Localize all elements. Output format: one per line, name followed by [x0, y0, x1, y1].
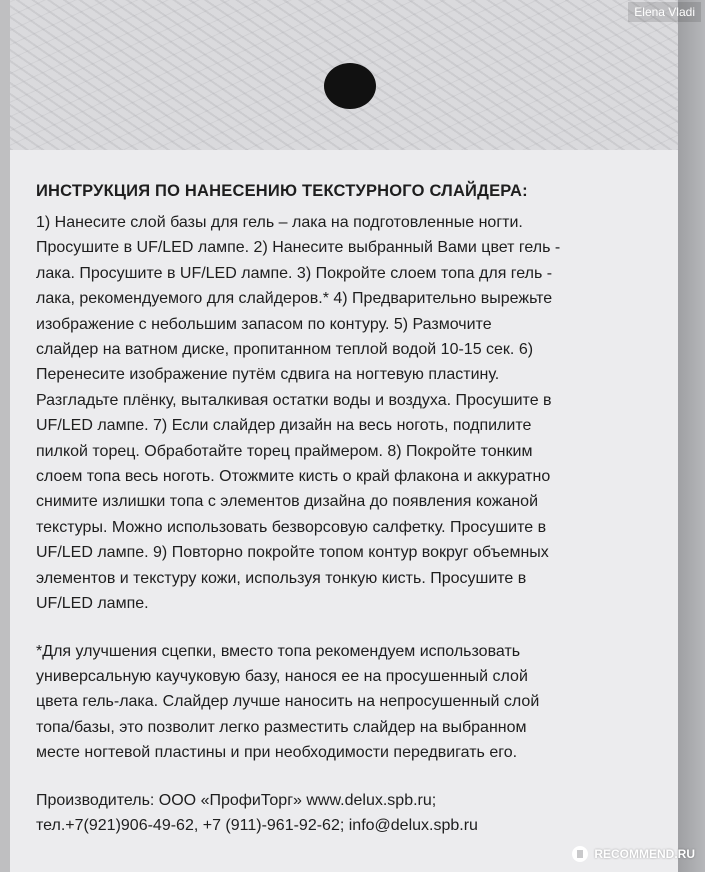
instruction-line: текстуры. Можно использовать безворсовую салфетку. Просушите в [36, 518, 547, 536]
footnote-text [36, 639, 648, 766]
instruction-line: элементов и текстуру кожи, используя тонкую кисть. Просушите в [36, 569, 527, 587]
background-surface [678, 0, 705, 872]
instruction-line: слайдер на ватном диске, пропитанном теплой водой 10-15 сек. 6) [36, 341, 534, 359]
manufacturer-line: Производитель: ООО «ПрофиТорг» www.delux.spb.ru; [36, 791, 437, 809]
footnote-line: месте ногтевой пластины и при необходимости передвигать его. [36, 744, 518, 762]
instruction-line: снимите излишки топа с элементов дизайна до появления кожаной [36, 493, 539, 511]
instruction-line: лака, рекомендуемого для слайдеров.* 4) Предварительно вырежьте [36, 290, 553, 308]
instruction-line: Разгладьте плёнку, выталкивая остатки воды и воздуха. Просушите в [36, 391, 552, 409]
footnote-line: *Для улучшения сцепки, вместо топа рекомендуем использовать [36, 642, 521, 660]
footnote-line: цвета гель-лака. Слайдер лучше наносить на непросушенный слой [36, 693, 540, 711]
instruction-line: Перенесите изображение путём сдвига на ногтевую пластину. [36, 366, 500, 384]
footnote-line: топа/базы, это позволит легко разместить слайдер на выбранном [36, 718, 527, 736]
site-watermark [572, 846, 695, 862]
text-panel [10, 150, 678, 872]
instruction-card [10, 0, 678, 872]
instruction-line: изображение с небольшим запасом по контуру. 5) Размочите [36, 315, 492, 333]
recommend-logo-icon [572, 846, 588, 862]
instructions-text [36, 210, 648, 617]
footnote-line: универсальную каучуковую базу, нанося ее на просушенный слой [36, 667, 528, 685]
card-content [36, 178, 648, 838]
instruction-line: пилкой торец. Обработайте торец праймером. 8) Покройте тонким [36, 442, 533, 460]
instruction-line: 1) Нанесите слой базы для гель – лака на подготовленные ногти. [36, 214, 523, 231]
manufacturer-info [36, 788, 648, 839]
instruction-line: UF/LED лампе. 7) Если слайдер дизайн на весь ноготь, подпилите [36, 417, 532, 435]
instruction-line: UF/LED лампе. [36, 595, 149, 613]
instruction-line: UF/LED лампе. 9) Повторно покройте топом контур вокруг объемных [36, 544, 549, 562]
instruction-line: Просушите в UF/LED лампе. 2) Нанесите выбранный Вами цвет гель - [36, 239, 561, 257]
instruction-line: лака. Просушите в UF/LED лампе. 3) Покройте слоем топа для гель - [36, 264, 553, 282]
manufacturer-contacts: тел.+7(921)906-49-62, +7 (911)-961-92-62; info@delux.spb.ru [36, 816, 478, 834]
hang-hole [324, 63, 376, 109]
card-title: ИНСТРУКЦИЯ ПО НАНЕСЕНИЮ ТЕКСТУРНОГО СЛАЙДЕРА: [36, 182, 528, 200]
author-watermark: Elena Vladi [628, 2, 701, 22]
site-watermark-text: RECOMMEND.RU [594, 847, 695, 861]
instruction-line: слоем топа весь ноготь. Отожмите кисть о край флакона и аккуратно [36, 468, 551, 486]
